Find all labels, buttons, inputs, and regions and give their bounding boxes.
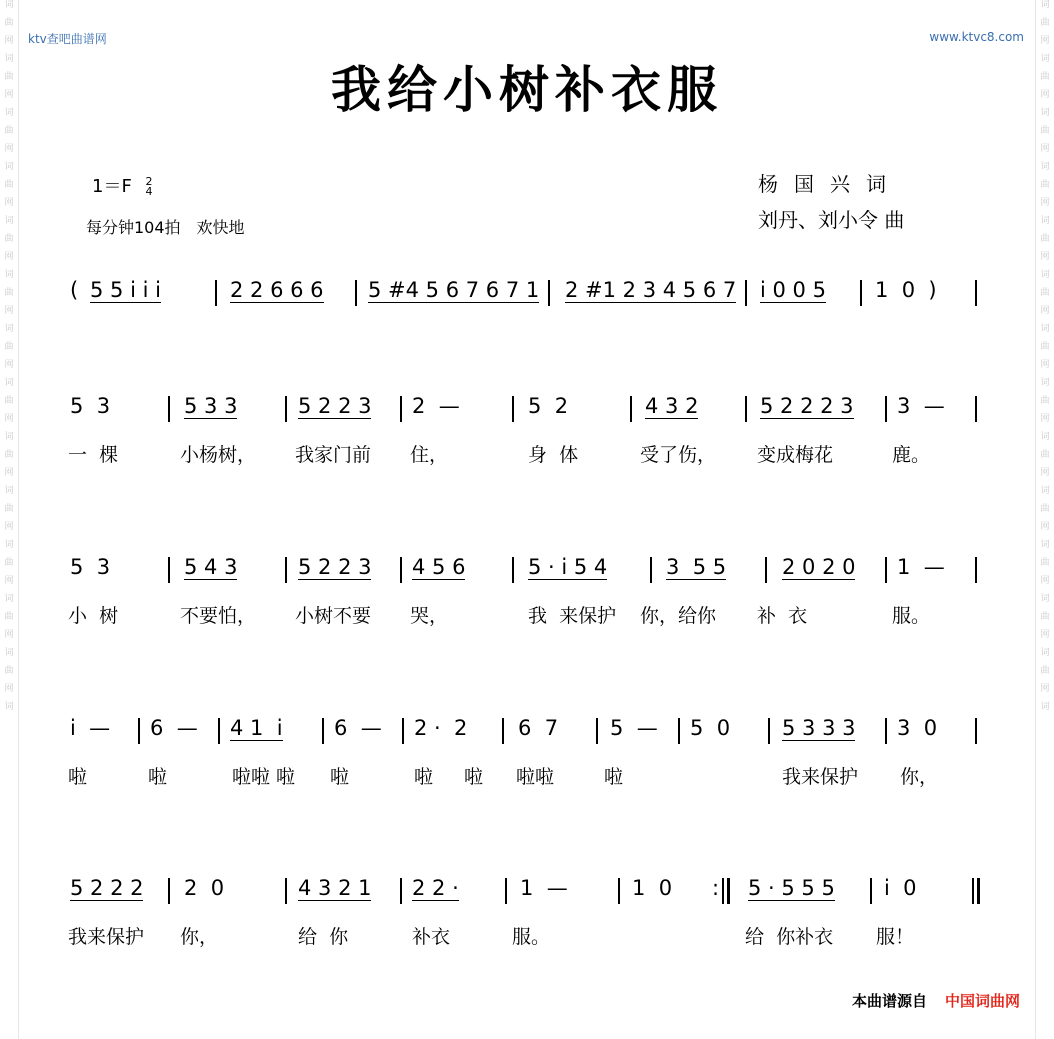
lyric-text: 啦 bbox=[330, 766, 350, 788]
border-char: 曲 bbox=[1040, 450, 1050, 460]
barline bbox=[975, 718, 977, 744]
barline bbox=[630, 396, 632, 422]
barline bbox=[355, 280, 357, 306]
border-char: 曲 bbox=[1040, 234, 1050, 244]
note-group: 5 — bbox=[610, 716, 658, 740]
border-char: 曲 bbox=[4, 504, 14, 514]
lyric-text: 你，给你 bbox=[640, 605, 717, 627]
border-char: 网 bbox=[4, 306, 14, 316]
barline-double bbox=[977, 878, 980, 904]
note-group: 4 3 2 bbox=[645, 394, 699, 418]
lyric-text: 啦啦 bbox=[516, 766, 555, 788]
barline bbox=[285, 557, 287, 583]
border-char: 词 bbox=[1040, 324, 1050, 334]
barline bbox=[168, 878, 170, 904]
lyric-text: 小杨树， bbox=[180, 444, 257, 466]
barline bbox=[215, 280, 217, 306]
border-char: 网 bbox=[4, 468, 14, 478]
note-group: 3 5 5 bbox=[666, 555, 727, 579]
border-char: 曲 bbox=[1040, 504, 1050, 514]
barline bbox=[285, 396, 287, 422]
note-group: 2 — bbox=[412, 394, 460, 418]
note-group: 5 3 bbox=[70, 555, 111, 579]
border-char: 词 bbox=[1040, 432, 1050, 442]
border-char: 网 bbox=[4, 684, 14, 694]
border-char: 网 bbox=[4, 252, 14, 262]
note-group: 5 2 2 2 3 bbox=[760, 394, 854, 418]
border-char: 曲 bbox=[1040, 558, 1050, 568]
lyric-text: 啦 bbox=[414, 766, 434, 788]
barline bbox=[400, 878, 402, 904]
barline bbox=[285, 878, 287, 904]
barline bbox=[168, 396, 170, 422]
lyric-text: 变成梅花 bbox=[757, 444, 834, 466]
lyric-text: 你， bbox=[180, 926, 219, 948]
note-group: 1 — bbox=[897, 555, 945, 579]
lyric-text: 服。 bbox=[512, 926, 551, 948]
barline bbox=[975, 557, 977, 583]
border-char: 网 bbox=[1040, 252, 1050, 262]
note-group: 2 0 bbox=[184, 876, 225, 900]
border-char: 词 bbox=[4, 216, 14, 226]
lyric-text: 我来保护 bbox=[782, 766, 859, 788]
barline bbox=[722, 878, 724, 904]
border-char: 词 bbox=[1040, 378, 1050, 388]
tempo-marking: 每分钟104拍 欢快地 bbox=[86, 218, 245, 237]
note-group: 6 — bbox=[150, 716, 198, 740]
lyric-text: 啦 bbox=[68, 766, 88, 788]
border-char: 曲 bbox=[1040, 666, 1050, 676]
site-watermark-left[interactable]: ktv查吧曲谱网 bbox=[28, 32, 107, 46]
border-char: 网 bbox=[1040, 36, 1050, 46]
border-char: 网 bbox=[1040, 468, 1050, 478]
note-group: i 0 bbox=[884, 876, 917, 900]
barline bbox=[218, 718, 220, 744]
barline bbox=[596, 718, 598, 744]
border-char: 词 bbox=[4, 648, 14, 658]
barline bbox=[512, 396, 514, 422]
border-char: 词 bbox=[1040, 54, 1050, 64]
barline bbox=[745, 280, 747, 306]
notation-line bbox=[0, 278, 1054, 318]
border-char: 词 bbox=[4, 108, 14, 118]
border-char: 词 bbox=[1040, 702, 1050, 712]
lyric-text: 哭， bbox=[410, 605, 449, 627]
lyric-text: 补衣 bbox=[412, 926, 451, 948]
border-char: 网 bbox=[4, 36, 14, 46]
border-char: 网 bbox=[4, 144, 14, 154]
lyric-text: 啦 bbox=[148, 766, 168, 788]
key-label: 1＝F bbox=[92, 176, 132, 197]
lyric-text: 我来保护 bbox=[68, 926, 145, 948]
lyric-text: 啦 bbox=[464, 766, 484, 788]
lyric-text: 不要怕， bbox=[180, 605, 257, 627]
note-group: 5 3 3 bbox=[184, 394, 238, 418]
lyric-text: 受了伤， bbox=[640, 444, 717, 466]
barline bbox=[618, 878, 620, 904]
barline bbox=[502, 718, 504, 744]
note-group: 6 7 bbox=[518, 716, 559, 740]
border-char: 网 bbox=[4, 198, 14, 208]
border-char: 词 bbox=[4, 432, 14, 442]
border-char: 曲 bbox=[4, 450, 14, 460]
lyric-text: 我 来保护 bbox=[528, 605, 617, 627]
note-group: 5 · i 5 4 bbox=[528, 555, 608, 579]
border-char: 曲 bbox=[4, 666, 14, 676]
barline bbox=[548, 280, 550, 306]
note-group: 5 2 2 3 bbox=[298, 555, 372, 579]
barline bbox=[512, 557, 514, 583]
lyric-text: 一 棵 bbox=[68, 444, 119, 466]
barline bbox=[870, 878, 872, 904]
lyric-text: 服。 bbox=[892, 605, 931, 627]
lyric-text: 小树不要 bbox=[295, 605, 372, 627]
barline bbox=[400, 557, 402, 583]
lyric-text: 身 体 bbox=[528, 444, 579, 466]
barline bbox=[745, 396, 747, 422]
border-char: 网 bbox=[4, 630, 14, 640]
lyric-text: 给 你 bbox=[298, 926, 349, 948]
border-char: 网 bbox=[1040, 630, 1050, 640]
note-group: 2 · 2 bbox=[414, 716, 468, 740]
border-char: 网 bbox=[4, 522, 14, 532]
notation-line bbox=[0, 555, 1054, 595]
border-char: 词 bbox=[1040, 216, 1050, 226]
border-char: 词 bbox=[4, 486, 14, 496]
border-char: 曲 bbox=[4, 72, 14, 82]
barline bbox=[138, 718, 140, 744]
note-group: 5 · 5 5 5 bbox=[748, 876, 835, 900]
border-char: 曲 bbox=[1040, 180, 1050, 190]
border-char: 网 bbox=[1040, 522, 1050, 532]
note-group: 1 0 bbox=[632, 876, 673, 900]
note-group: i — bbox=[70, 716, 111, 740]
border-char: 词 bbox=[4, 594, 14, 604]
key-signature bbox=[92, 172, 153, 198]
border-char: 网 bbox=[1040, 90, 1050, 100]
barline bbox=[975, 280, 977, 306]
notation-line bbox=[0, 876, 1054, 916]
composer-credit: 刘丹、刘小令 曲 bbox=[758, 208, 905, 232]
border-char: 词 bbox=[1040, 108, 1050, 118]
border-char: 词 bbox=[1040, 486, 1050, 496]
note-group: 4 1 i bbox=[230, 716, 283, 740]
barline bbox=[678, 718, 680, 744]
note-group: 4 5 6 bbox=[412, 555, 466, 579]
note-group: 5 #4 5 6 7 6 7 1 bbox=[368, 278, 540, 302]
barline bbox=[505, 878, 507, 904]
border-char: 曲 bbox=[1040, 612, 1050, 622]
barline bbox=[400, 396, 402, 422]
border-char: 词 bbox=[4, 162, 14, 172]
border-char: 网 bbox=[1040, 144, 1050, 154]
note-group: 4 3 2 1 bbox=[298, 876, 372, 900]
notation-line bbox=[0, 394, 1054, 434]
border-char: 词 bbox=[1040, 648, 1050, 658]
border-char: 词 bbox=[4, 270, 14, 280]
note-group: 2 #1 2 3 4 5 6 7 bbox=[565, 278, 737, 302]
lyric-text: 啦 bbox=[604, 766, 624, 788]
time-signature bbox=[146, 177, 153, 197]
note-group: 5 3 3 3 bbox=[782, 716, 856, 740]
barline-double bbox=[727, 878, 730, 904]
barline bbox=[765, 557, 767, 583]
border-char: 词 bbox=[1040, 162, 1050, 172]
border-char: 网 bbox=[4, 414, 14, 424]
barline bbox=[975, 396, 977, 422]
note-group: 2 2 · bbox=[412, 876, 459, 900]
note-group: 5 4 3 bbox=[184, 555, 238, 579]
note-group: 5 2 bbox=[528, 394, 569, 418]
lyric-text: 服！ bbox=[876, 926, 915, 948]
border-char: 曲 bbox=[4, 612, 14, 622]
border-char: 词 bbox=[4, 324, 14, 334]
border-char: 网 bbox=[4, 576, 14, 586]
lyric-text: 小 树 bbox=[68, 605, 119, 627]
border-char: 曲 bbox=[4, 288, 14, 298]
lyric-text: 啦啦 啦 bbox=[232, 766, 296, 788]
note-group: 1 — bbox=[520, 876, 568, 900]
barline bbox=[885, 396, 887, 422]
border-char: 曲 bbox=[1040, 18, 1050, 28]
lyricist-credit: 杨国兴词 bbox=[758, 172, 902, 196]
time-sig-bottom: 4 bbox=[145, 185, 153, 198]
lyric-text: 给 你补衣 bbox=[745, 926, 834, 948]
border-char: 曲 bbox=[4, 396, 14, 406]
border-char: 曲 bbox=[1040, 396, 1050, 406]
note-group: i 0 0 5 bbox=[760, 278, 826, 302]
note-group: 5 5 i i i bbox=[90, 278, 161, 302]
border-char: 词 bbox=[1040, 540, 1050, 550]
border-char: 词 bbox=[1040, 0, 1050, 10]
lyric-text: 你， bbox=[900, 766, 939, 788]
border-char: 网 bbox=[1040, 360, 1050, 370]
border-char: 词 bbox=[4, 540, 14, 550]
barline bbox=[885, 557, 887, 583]
border-char: 曲 bbox=[4, 234, 14, 244]
source-site-link[interactable]: 中国词曲网 bbox=[944, 992, 1020, 1010]
song-title: 我给小树补衣服 bbox=[331, 60, 723, 119]
note-group: 6 — bbox=[334, 716, 382, 740]
border-char: 曲 bbox=[1040, 288, 1050, 298]
border-char: 曲 bbox=[4, 126, 14, 136]
barline bbox=[322, 718, 324, 744]
border-char: 词 bbox=[1040, 594, 1050, 604]
border-char: 曲 bbox=[4, 18, 14, 28]
border-char: 曲 bbox=[1040, 72, 1050, 82]
border-char: 网 bbox=[1040, 576, 1050, 586]
lyric-text: 我家门前 bbox=[295, 444, 372, 466]
barline bbox=[768, 718, 770, 744]
border-char: 词 bbox=[4, 378, 14, 388]
notation-line bbox=[0, 716, 1054, 756]
note-group: 5 2 2 3 bbox=[298, 394, 372, 418]
lyric-text: 住， bbox=[410, 444, 449, 466]
source-credit bbox=[852, 990, 1020, 1011]
border-char: 网 bbox=[1040, 414, 1050, 424]
border-char: 曲 bbox=[4, 342, 14, 352]
barline bbox=[650, 557, 652, 583]
border-char: 词 bbox=[4, 0, 14, 10]
lyric-text: 鹿。 bbox=[892, 444, 931, 466]
note-group: 5 2 2 2 bbox=[70, 876, 144, 900]
border-char: 网 bbox=[1040, 306, 1050, 316]
note-group: 1 0 ) bbox=[875, 278, 937, 302]
border-char: 网 bbox=[1040, 684, 1050, 694]
note-group: 5 0 bbox=[690, 716, 731, 740]
border-char: 网 bbox=[4, 90, 14, 100]
barline bbox=[402, 718, 404, 744]
barline bbox=[860, 280, 862, 306]
note-group: 2 0 2 0 bbox=[782, 555, 856, 579]
border-char: 网 bbox=[1040, 198, 1050, 208]
barline bbox=[972, 878, 974, 904]
border-char: 词 bbox=[4, 54, 14, 64]
note-group: 3 — bbox=[897, 394, 945, 418]
time-sig-top: 2 bbox=[145, 175, 153, 188]
note-group: ( bbox=[70, 278, 79, 302]
barline bbox=[885, 718, 887, 744]
border-char: 曲 bbox=[1040, 342, 1050, 352]
border-char: 网 bbox=[4, 360, 14, 370]
barline bbox=[168, 557, 170, 583]
lyric-text: 补 衣 bbox=[757, 605, 808, 627]
note-group: 5 3 bbox=[70, 394, 111, 418]
note-group: 2 2 6 6 6 bbox=[230, 278, 324, 302]
site-watermark-right[interactable]: www.ktvc8.com bbox=[929, 30, 1024, 44]
border-char: 曲 bbox=[4, 180, 14, 190]
source-label: 本曲谱源自 bbox=[851, 992, 927, 1010]
border-char: 曲 bbox=[1040, 126, 1050, 136]
border-char: 词 bbox=[4, 702, 14, 712]
border-char: 曲 bbox=[4, 558, 14, 568]
note-group: 3 0 bbox=[897, 716, 938, 740]
repeat-dots: : bbox=[712, 876, 720, 900]
border-char: 词 bbox=[1040, 270, 1050, 280]
